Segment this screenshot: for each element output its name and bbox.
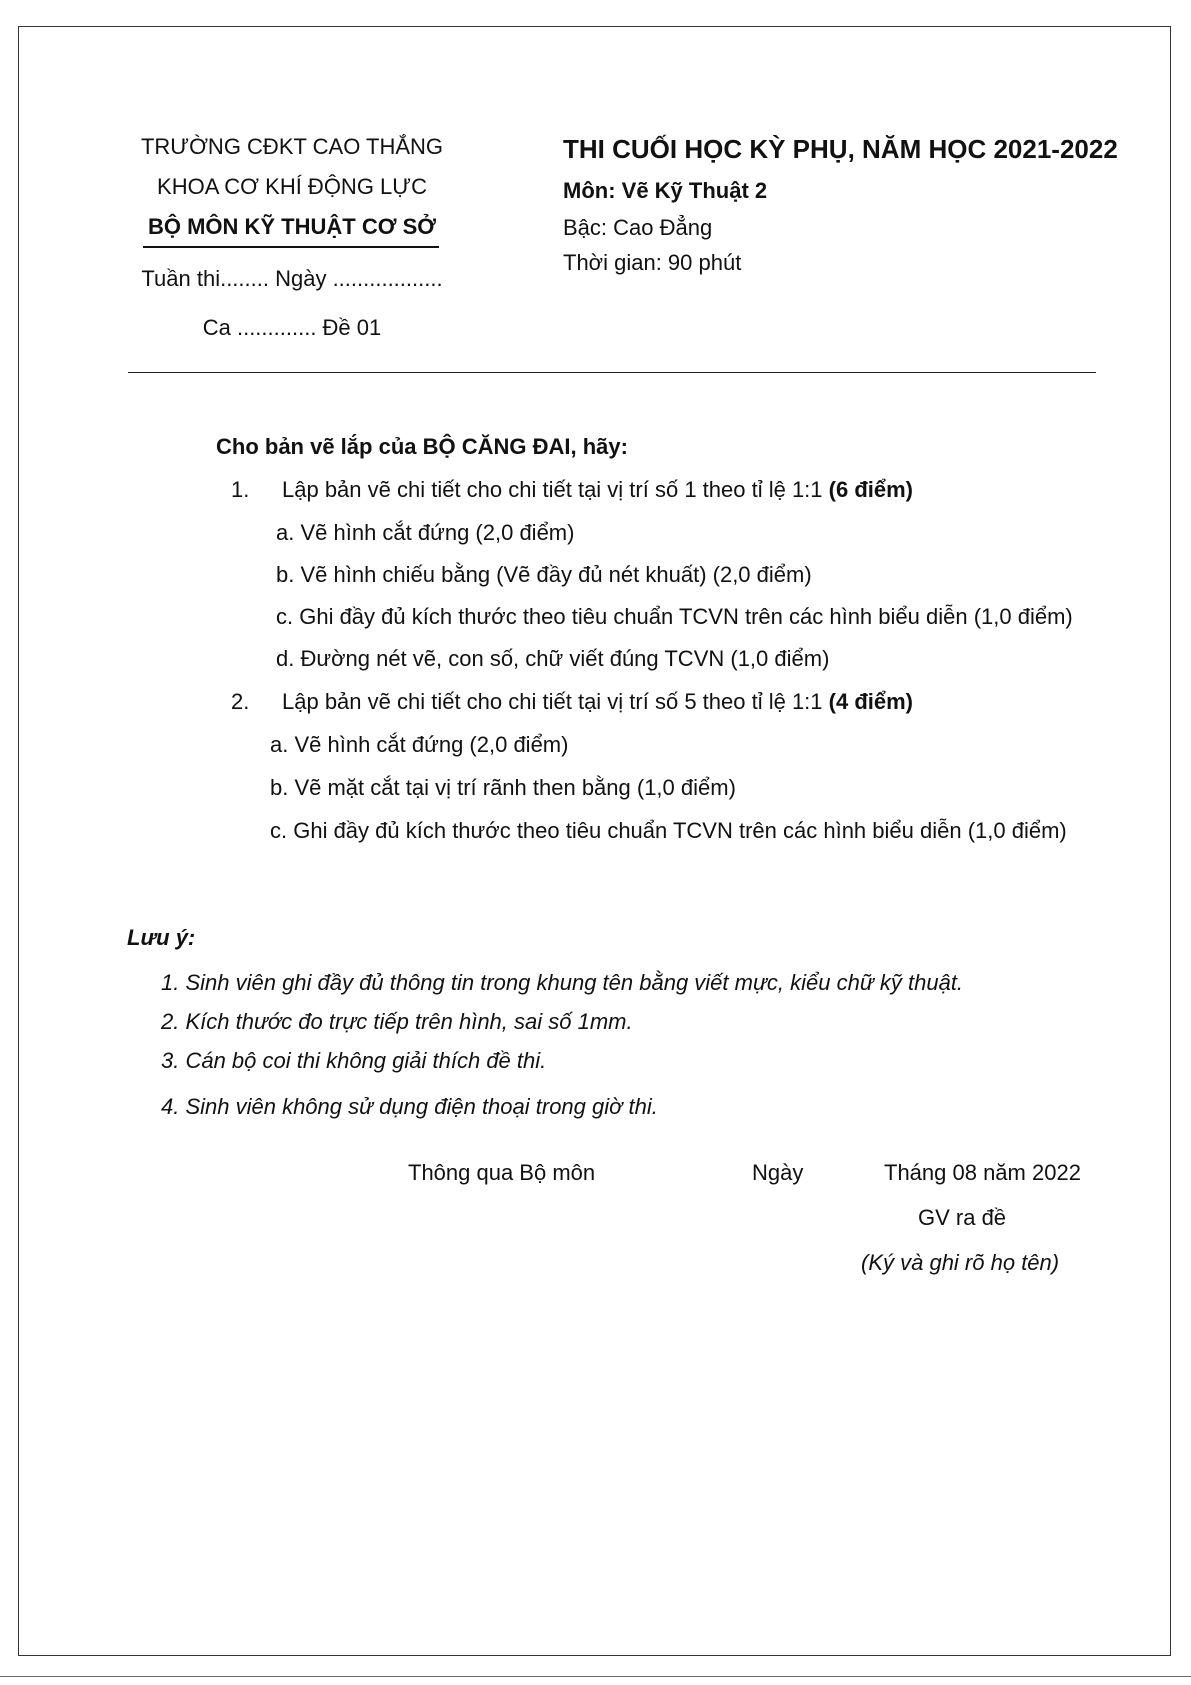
task-item-text: Lập bản vẽ chi tiết cho chi tiết tại vị trí số 1 theo tỉ lệ 1:1 xyxy=(282,477,823,502)
task-subitem: c. Ghi đầy đủ kích thước theo tiêu chuẩn TCVN trên các hình biểu diễn (1,0 điểm) xyxy=(276,604,1073,629)
task-subitem: c. Ghi đầy đủ kích thước theo tiêu chuẩn TCVN trên các hình biểu diễn (1,0 điểm) xyxy=(270,818,1067,843)
task-item-number: 2. xyxy=(231,689,250,714)
signature-month-year: Tháng 08 năm 2022 xyxy=(884,1160,1081,1185)
week-day-line: Tuần thi........ Ngày .................. xyxy=(141,266,443,291)
school-name: TRƯỜNG CĐKT CAO THẮNG xyxy=(140,134,444,159)
task-item-text: Lập bản vẽ chi tiết cho chi tiết tại vị trí số 5 theo tỉ lệ 1:1 xyxy=(282,689,823,714)
task-item-points: (6 điểm) xyxy=(828,477,914,502)
department-name: BỘ MÔN KỸ THUẬT CƠ SỞ xyxy=(147,214,437,239)
education-level: Bậc: Cao Đẳng xyxy=(563,215,713,240)
task-subitem: a. Vẽ hình cắt đứng (2,0 điểm) xyxy=(276,520,575,545)
department-underline xyxy=(143,246,439,248)
note-item: 4. Sinh viên không sử dụng điện thoại trong giờ thi. xyxy=(161,1094,658,1119)
task-subitem: d. Đường nét vẽ, con số, chữ viết đúng TCVN (1,0 điểm) xyxy=(276,646,830,671)
author-label: GV ra đề xyxy=(918,1205,1007,1230)
task-subitem: b. Vẽ mặt cắt tại vị trí rãnh then bằng (1,0 điểm) xyxy=(270,775,736,800)
task-item xyxy=(282,689,913,715)
signature-instruction: (Ký và ghi rõ họ tên) xyxy=(861,1250,1060,1275)
note-item: 1. Sinh viên ghi đầy đủ thông tin trong khung tên bằng viết mực, kiểu chữ kỹ thuật. xyxy=(161,970,964,995)
task-subitem: a. Vẽ hình cắt đứng (2,0 điểm) xyxy=(270,732,569,757)
task-item-number: 1. xyxy=(231,477,250,502)
note-item: 3. Cán bộ coi thi không giải thích đề thi. xyxy=(161,1048,547,1073)
signature-day: Ngày xyxy=(752,1160,804,1185)
subject: Môn: Vẽ Kỹ Thuật 2 xyxy=(563,178,768,203)
page-bottom-rule xyxy=(0,1676,1191,1677)
header-separator xyxy=(128,372,1096,373)
exam-title: THI CUỐI HỌC KỲ PHỤ, NĂM HỌC 2021-2022 xyxy=(563,134,1118,164)
department-approval: Thông qua Bộ môn xyxy=(408,1160,596,1185)
notes-heading: Lưu ý: xyxy=(127,925,196,950)
shift-exam-code-line: Ca ............. Đề 01 xyxy=(202,315,382,340)
task-intro: Cho bản vẽ lắp của BỘ CĂNG ĐAI, hãy: xyxy=(216,434,628,459)
task-subitem: b. Vẽ hình chiếu bằng (Vẽ đầy đủ nét khuất) (2,0 điểm) xyxy=(276,562,812,587)
exam-duration: Thời gian: 90 phút xyxy=(563,250,742,275)
note-item: 2. Kích thước đo trực tiếp trên hình, sai số 1mm. xyxy=(161,1009,633,1034)
task-item-points: (4 điểm) xyxy=(828,689,914,714)
task-item xyxy=(282,477,913,503)
faculty-name: KHOA CƠ KHÍ ĐỘNG LỰC xyxy=(157,174,427,199)
